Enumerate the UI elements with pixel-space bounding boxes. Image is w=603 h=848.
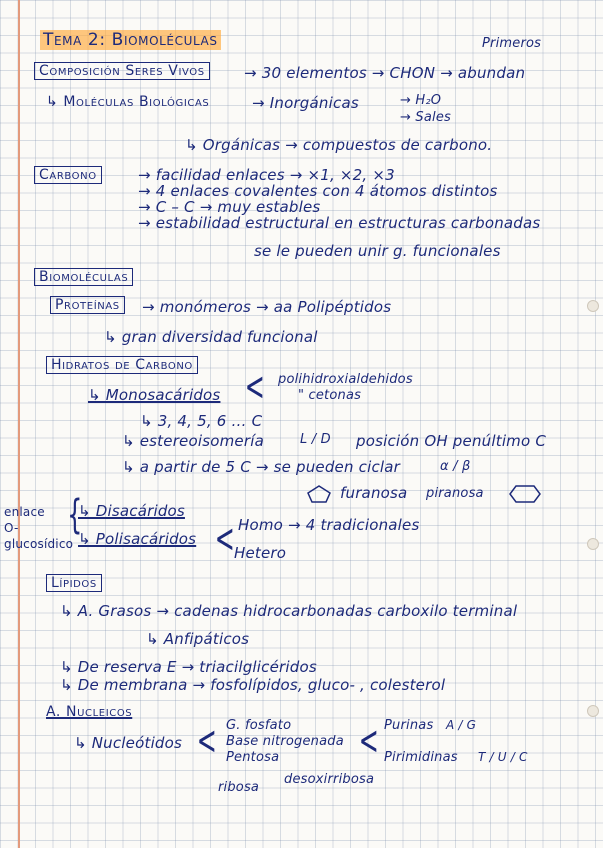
carbono-enlaces: → facilidad enlaces → ×1, ×2, ×3 bbox=[138, 166, 395, 184]
heading-carbono: Carbono bbox=[34, 166, 102, 184]
ciclacion: ↳ a partir de 5 C → se pueden ciclar bbox=[122, 458, 401, 476]
purinas-bases: A / G bbox=[446, 718, 477, 732]
carbono-covalentes: → 4 enlaces covalentes con 4 átomos distintos bbox=[138, 182, 498, 200]
inorganicas: → Inorgánicas bbox=[252, 94, 359, 112]
cetonas: " cetonas bbox=[298, 388, 362, 403]
enlace-o-glucosidico: enlace O-glucosídico bbox=[4, 505, 74, 551]
page-title: Tema 2: Biomoléculas bbox=[40, 30, 221, 50]
brace-polisacaridos: < bbox=[214, 516, 235, 562]
polisacaridos: ↳ Polisacáridos bbox=[78, 530, 197, 548]
hexagon-icon bbox=[508, 484, 542, 504]
organicas: ↳ Orgánicas → compuestos de carbono. bbox=[185, 136, 493, 154]
carbonos: ↳ 3, 4, 5, 6 … C bbox=[140, 412, 263, 430]
grupo-fosfato: G. fosfato bbox=[226, 718, 292, 733]
lipidos-membrana: ↳ De membrana → fosfolípidos, gluco- , colesterol bbox=[60, 676, 446, 694]
moleculas-biologicas: ↳ Moléculas Biológicas bbox=[46, 94, 210, 110]
pirimidinas-bases: T / U / C bbox=[478, 750, 528, 764]
anomero: α / β bbox=[440, 459, 471, 474]
piranosa: piranosa bbox=[426, 486, 484, 501]
pentagon-icon bbox=[306, 484, 332, 504]
nucleotidos: ↳ Nucleótidos bbox=[74, 734, 183, 752]
posicion-oh: posición OH penúltimo C bbox=[356, 432, 547, 450]
polihidroxialdehidos: polihidroxialdehidos bbox=[278, 372, 413, 387]
acidos-grasos: ↳ A. Grasos → cadenas hidrocarbonadas carboxilo terminal bbox=[60, 602, 518, 620]
h2o: → H₂O bbox=[400, 93, 442, 108]
desoxirribosa: desoxirribosa bbox=[284, 772, 375, 787]
lipidos-reserva: ↳ De reserva E → triacilglicéridos bbox=[60, 658, 317, 676]
note-primeros: Primeros bbox=[482, 36, 542, 51]
heading-hidratos: Hidratos de Carbono bbox=[46, 356, 198, 374]
furanosa: furanosa bbox=[340, 484, 408, 502]
heading-proteinas: Proteínas bbox=[50, 296, 125, 314]
brace-monosacaridos: < bbox=[244, 364, 265, 410]
sales: → Sales bbox=[400, 110, 452, 125]
binder-hole bbox=[587, 705, 599, 717]
heteropolisacaridos: Hetero bbox=[234, 544, 287, 562]
composition-elements: → 30 elementos → CHON → abundan bbox=[244, 64, 526, 82]
purinas: Purinas bbox=[384, 718, 434, 733]
carbono-cc: → C – C → muy estables bbox=[138, 198, 321, 216]
brace-nucleotidos: < bbox=[196, 718, 217, 764]
proteinas-monomeros: → monómeros → aa Polipéptidos bbox=[142, 298, 392, 316]
binder-hole bbox=[587, 300, 599, 312]
pentosa: Pentosa bbox=[226, 750, 280, 765]
pirimidinas: Pirimidinas bbox=[384, 750, 458, 765]
ribosa: ribosa bbox=[218, 780, 260, 795]
margin-line bbox=[18, 0, 20, 848]
carbono-estabilidad: → estabilidad estructural en estructuras carbonadas bbox=[138, 214, 541, 232]
base-nitrogenada: Base nitrogenada bbox=[226, 734, 344, 749]
homopolisacaridos: Homo → 4 tradicionales bbox=[238, 516, 420, 534]
grupos-funcionales: se le pueden unir g. funcionales bbox=[254, 242, 501, 260]
brace-enlace: { bbox=[67, 492, 83, 538]
brace-bases: < bbox=[358, 718, 379, 764]
binder-hole bbox=[587, 538, 599, 550]
isomero-ld: L / D bbox=[300, 432, 331, 447]
proteinas-diversidad: ↳ gran diversidad funcional bbox=[104, 328, 318, 346]
heading-acidos-nucleicos: A. Nucleicos bbox=[46, 704, 133, 720]
disacaridos: ↳ Disacáridos bbox=[78, 502, 185, 520]
heading-biomoleculas: Biomoléculas bbox=[34, 268, 133, 286]
heading-composicion: Composición Seres Vivos bbox=[34, 62, 210, 80]
estereoisomeria: ↳ estereoisomería bbox=[122, 432, 264, 450]
heading-lipidos: Lípidos bbox=[46, 574, 102, 592]
monosacaridos: ↳ Monosacáridos bbox=[88, 386, 221, 404]
anfipaticos: ↳ Anfipáticos bbox=[146, 630, 250, 648]
